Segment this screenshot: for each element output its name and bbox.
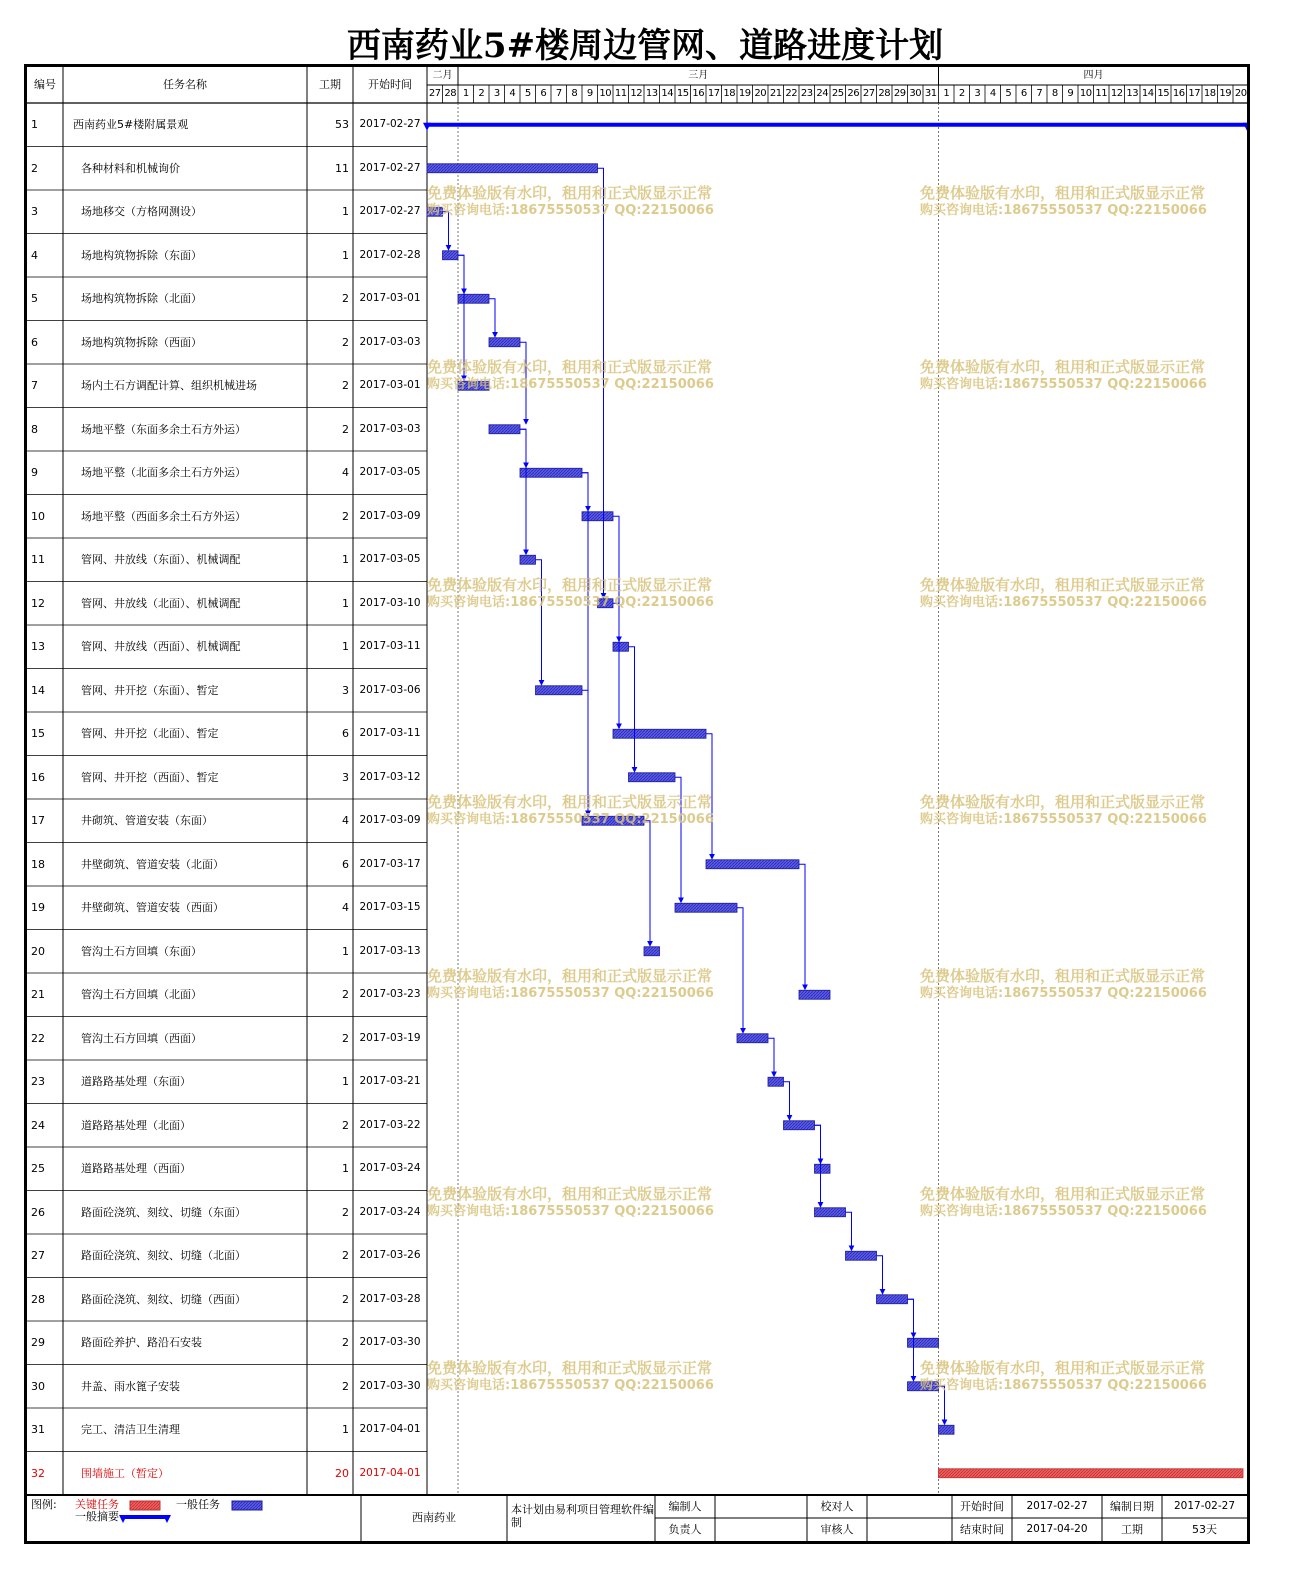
watermark-line: 免费体验版有水印，租用和正式版显示正常 [427,575,713,594]
task-id: 17 [31,814,45,827]
task-start: 2017-03-03 [359,422,421,435]
task-name: 场地移交（方格网测设） [81,205,202,218]
task-start: 2017-03-28 [359,1292,421,1305]
task-duration: 2 [342,379,349,392]
task-duration: 2 [342,1031,349,1045]
day-label: 7 [1036,88,1043,99]
task-start: 2017-03-11 [359,640,421,652]
task-name: 管网、井放线（西面）、机械调配 [81,640,241,653]
watermark [920,576,1207,612]
day-label: 4 [989,88,996,99]
task-id: 5 [31,292,38,305]
day-label: 28 [444,88,457,99]
watermark [920,358,1207,394]
task-name: 道路路基处理（东面） [81,1075,191,1088]
watermark [427,184,714,220]
day-label: 20 [1234,88,1247,99]
task-name: 西南药业5#楼附属景观 [73,118,189,131]
day-label: 21 [769,88,782,99]
legend-title: 图例: [31,1498,57,1511]
task-name: 道路路基处理（西面） [81,1162,191,1175]
day-label: 27 [862,88,875,99]
task-id: 29 [31,1336,45,1349]
task-duration: 2 [342,1379,349,1393]
date-label: 编制日期 [1110,1500,1154,1513]
watermark-line: 购买咨询电话:18675550537 QQ:22150066 [427,377,714,392]
end-value: 2017-04-20 [1026,1523,1088,1535]
company-name: 西南药业 [412,1511,456,1524]
task-duration: 1 [342,1423,349,1436]
task-start: 2017-04-01 [359,1423,421,1435]
software-note: 本计划由易利项目管理软件编制 [511,1503,654,1529]
watermark [427,1185,714,1221]
day-label: 16 [1172,88,1185,99]
col-header-start: 开始时间 [368,78,412,91]
task-id: 3 [31,205,38,218]
task-duration: 3 [342,683,349,697]
task-start: 2017-03-30 [359,1379,421,1392]
day-label: 14 [1141,88,1154,99]
watermark [920,967,1207,1003]
day-label: 11 [1095,88,1108,99]
day-label: 15 [1157,88,1170,99]
task-id: 25 [31,1162,45,1175]
task-duration: 2 [342,292,349,305]
task-id: 28 [31,1292,45,1306]
auditor-label: 审核人 [820,1523,854,1536]
task-duration: 4 [342,466,349,479]
task-start: 2017-03-11 [359,727,421,739]
day-label: 18 [723,88,736,99]
watermark [920,1359,1207,1395]
day-label: 26 [847,88,860,99]
watermark [427,793,714,829]
watermark [920,184,1207,220]
task-name: 路面砼浇筑、刻纹、切缝（东面） [81,1205,246,1219]
watermark [427,1359,714,1395]
task-duration: 53 [335,118,349,131]
watermark-line: 购买咨询电话:18675550537 QQ:22150066 [920,377,1207,392]
day-label: 4 [509,88,516,99]
task-start: 2017-03-09 [359,814,421,826]
day-label: 7 [555,88,562,99]
task-id: 21 [31,988,45,1001]
task-duration: 1 [342,1075,349,1088]
day-label: 19 [738,88,751,99]
col-header-name: 任务名称 [163,78,207,91]
day-label: 11 [614,88,627,99]
start-value: 2017-02-27 [1026,1500,1088,1512]
task-name: 路面砼养护、路沿石安装 [81,1336,202,1349]
compiler-label: 编制人 [668,1500,702,1513]
watermark-line: 免费体验版有水印，租用和正式版显示正常 [920,1184,1206,1203]
task-name: 场地平整（北面多余土石方外运） [81,466,246,479]
start-label: 开始时间 [960,1500,1004,1513]
task-id: 8 [31,422,38,436]
task-id: 15 [31,727,45,740]
task-name: 井壁砌筑、管道安装（西面） [81,901,224,914]
task-start: 2017-03-21 [359,1075,421,1087]
task-duration: 2 [342,1336,349,1349]
day-label: 3 [974,88,981,99]
day-label: 2 [478,88,485,99]
task-name: 场地平整（西面多余土石方外运） [81,509,246,523]
task-name: 完工、清洁卫生清理 [81,1423,180,1436]
watermark-line: 免费体验版有水印，租用和正式版显示正常 [427,1184,713,1203]
watermark-line: 免费体验版有水印，租用和正式版显示正常 [920,1358,1206,1377]
task-id: 19 [31,901,45,914]
task-name: 井盖、雨水篦子安装 [81,1379,180,1393]
task-duration: 2 [342,1118,349,1132]
task-start: 2017-02-27 [359,161,421,174]
day-label: 6 [540,88,547,99]
task-name: 围墙施工（暂定） [81,1466,169,1480]
reviewer-label: 校对人 [820,1500,854,1513]
watermark [920,793,1207,829]
watermark-line: 购买咨询电话:18675550537 QQ:22150066 [920,812,1207,827]
task-start: 2017-03-13 [359,944,421,957]
task-id: 20 [31,944,45,958]
day-label: 28 [878,88,891,99]
task-name: 管沟土石方回填（西面） [81,1031,202,1045]
day-label: 10 [599,88,612,99]
day-label: 8 [571,88,578,99]
task-name: 场地构筑物拆除（西面） [81,335,202,349]
task-duration: 6 [342,727,349,740]
watermark-line: 免费体验版有水印，租用和正式版显示正常 [427,1358,713,1377]
task-id: 1 [31,118,38,131]
task-name: 管网、井开挖（东面）、暂定 [81,683,219,697]
watermark-line: 免费体验版有水印，租用和正式版显示正常 [920,358,1206,376]
task-duration: 2 [342,1292,349,1306]
day-label: 5 [1005,88,1012,99]
day-label: 6 [1020,88,1027,99]
duration-label: 工期 [1121,1523,1143,1536]
task-name: 各种材料和机械询价 [81,161,180,175]
task-start: 2017-03-19 [359,1031,421,1044]
day-label: 27 [428,88,441,99]
task-duration: 1 [342,248,349,262]
day-label: 9 [586,88,593,99]
task-start: 2017-03-23 [359,988,421,1000]
task-id: 10 [31,509,45,523]
watermark-line: 购买咨询电话:18675550537 QQ:22150066 [427,203,714,218]
task-id: 27 [31,1249,45,1262]
task-start: 2017-03-30 [359,1336,421,1348]
month-label: 二月 [432,70,453,81]
task-name: 场内土石方调配计算、组织机械进场 [81,379,257,392]
task-id: 4 [31,248,38,262]
task-duration: 2 [342,509,349,523]
watermark-line: 购买咨询电话:18675550537 QQ:22150066 [920,203,1207,218]
watermark-line: 免费体验版有水印，租用和正式版显示正常 [427,967,713,985]
day-label: 2 [958,88,965,99]
day-label: 20 [754,88,767,99]
day-label: 9 [1067,88,1074,99]
task-start: 2017-03-26 [359,1249,421,1261]
watermark-line: 购买咨询电话:18675550537 QQ:22150066 [920,1203,1207,1219]
task-name: 路面砼浇筑、刻纹、切缝（西面） [81,1292,246,1306]
task-duration: 2 [342,422,349,436]
watermark [427,576,714,612]
watermark-line: 免费体验版有水印，租用和正式版显示正常 [920,184,1206,202]
task-duration: 20 [335,1466,349,1480]
task-start: 2017-03-24 [359,1205,421,1218]
task-start: 2017-03-01 [359,292,421,304]
task-duration: 6 [342,857,349,871]
task-id: 7 [31,379,38,392]
watermark-line: 购买咨询电话:18675550537 QQ:22150066 [427,594,714,610]
day-label: 15 [676,88,689,99]
task-name: 场地平整（东面多余土石方外运） [81,422,246,436]
watermark-line: 免费体验版有水印，租用和正式版显示正常 [920,967,1206,985]
task-table [27,67,1247,1541]
task-id: 14 [31,683,45,697]
task-start: 2017-03-05 [359,553,421,565]
task-start: 2017-03-17 [359,857,421,870]
watermark-line: 免费体验版有水印，租用和正式版显示正常 [427,793,713,811]
watermark [427,358,714,394]
task-name: 管网、井放线（东面）、机械调配 [81,553,241,566]
watermark-line: 购买咨询电话:18675550537 QQ:22150066 [427,1203,714,1219]
task-duration: 1 [342,640,349,653]
day-label: 30 [909,88,922,99]
task-duration: 1 [342,596,349,610]
task-start: 2017-03-10 [359,596,421,609]
watermark-line: 购买咨询电话:18675550537 QQ:22150066 [427,1377,714,1393]
task-start: 2017-03-09 [359,509,421,522]
task-id: 24 [31,1118,45,1132]
task-duration: 2 [342,1205,349,1219]
task-id: 9 [31,466,38,479]
task-id: 11 [31,553,45,566]
watermark-line: 免费体验版有水印，租用和正式版显示正常 [920,575,1206,594]
task-id: 30 [31,1379,45,1393]
task-start: 2017-02-27 [359,205,421,217]
task-duration: 1 [342,553,349,566]
day-label: 13 [645,88,658,99]
day-label: 12 [1110,88,1123,99]
task-duration: 2 [342,1249,349,1262]
watermark [427,967,714,1003]
end-label: 结束时间 [960,1523,1004,1536]
day-label: 25 [831,88,844,99]
day-label: 18 [1203,88,1216,99]
task-start: 2017-04-01 [359,1466,421,1479]
task-start: 2017-03-06 [359,683,421,696]
duration-value: 53天 [1192,1523,1217,1536]
date-value: 2017-02-27 [1173,1500,1236,1512]
task-duration: 1 [342,1162,349,1175]
col-header-duration: 工期 [319,78,341,91]
month-label: 四月 [1083,70,1104,81]
task-name: 道路路基处理（北面） [81,1118,191,1132]
watermark-line: 购买咨询电话:18675550537 QQ:22150066 [427,986,714,1001]
task-duration: 1 [342,205,349,218]
day-label: 24 [816,88,829,99]
task-id: 31 [31,1423,45,1436]
task-start: 2017-03-01 [359,379,421,391]
task-duration: 11 [335,161,349,175]
watermark-line: 免费体验版有水印，租用和正式版显示正常 [427,358,713,376]
watermark-line: 免费体验版有水印，租用和正式版显示正常 [427,184,713,202]
day-label: 22 [785,88,798,99]
day-label: 19 [1219,88,1232,99]
watermark-line: 免费体验版有水印，租用和正式版显示正常 [920,793,1206,811]
task-id: 32 [31,1466,45,1480]
task-start: 2017-03-15 [359,901,421,913]
day-label: 13 [1126,88,1139,99]
task-name: 井壁砌筑、管道安装（北面） [81,857,224,871]
day-label: 12 [630,88,643,99]
watermark-line: 购买咨询电话:18675550537 QQ:22150066 [427,812,714,827]
task-duration: 2 [342,988,349,1001]
task-id: 16 [31,770,45,784]
task-id: 23 [31,1075,45,1088]
task-start: 2017-03-05 [359,466,421,478]
task-id: 6 [31,335,38,349]
task-start: 2017-03-03 [359,335,421,348]
gantt-chart [24,64,1250,1544]
day-label: 1 [462,88,469,99]
task-id: 26 [31,1205,45,1219]
task-start: 2017-03-22 [359,1118,421,1131]
task-name: 路面砼浇筑、刻纹、切缝（北面） [81,1249,246,1262]
col-header-id: 编号 [34,78,56,91]
task-duration: 2 [342,335,349,349]
day-label: 29 [893,88,906,99]
task-name: 场地构筑物拆除（北面） [81,292,202,305]
watermark-line: 购买咨询电话:18675550537 QQ:22150066 [920,986,1207,1001]
task-duration: 1 [342,944,349,958]
task-id: 2 [31,161,38,175]
page-title: 西南药业5#楼周边管网、道路进度计划 [346,26,944,66]
task-name: 管沟土石方回填（东面） [81,944,202,958]
task-name: 管沟土石方回填（北面） [81,988,202,1001]
legend-summary-label: 一般摘要 [75,1510,119,1523]
task-duration: 4 [342,814,349,827]
task-name: 管网、井开挖（西面）、暂定 [81,770,219,784]
watermark [920,1185,1207,1221]
task-name: 场地构筑物拆除（东面） [81,248,202,262]
task-id: 18 [31,857,45,871]
legend-normal-label: 一般任务 [176,1498,220,1511]
day-label: 17 [1188,88,1201,99]
day-label: 10 [1079,88,1092,99]
day-label: 3 [493,88,500,99]
task-start: 2017-02-27 [359,118,421,130]
task-id: 13 [31,640,45,653]
day-label: 5 [524,88,531,99]
task-name: 管网、井放线（北面）、机械调配 [81,596,241,610]
task-start: 2017-03-24 [359,1162,421,1174]
day-label: 1 [943,88,950,99]
task-start: 2017-02-28 [359,248,421,261]
day-label: 16 [692,88,705,99]
owner-label: 负责人 [668,1523,702,1536]
month-label: 三月 [688,70,709,81]
task-name: 管网、井开挖（北面）、暂定 [81,727,219,740]
task-duration: 4 [342,901,349,914]
watermark-line: 购买咨询电话:18675550537 QQ:22150066 [920,1377,1207,1393]
day-label: 23 [800,88,813,99]
task-start: 2017-03-12 [359,770,421,783]
watermark-line: 购买咨询电话:18675550537 QQ:22150066 [920,594,1207,610]
day-label: 17 [707,88,720,99]
task-name: 井砌筑、管道安装（东面） [81,814,213,827]
day-label: 31 [924,88,937,99]
day-label: 14 [661,88,674,99]
task-id: 22 [31,1031,45,1045]
task-duration: 3 [342,770,349,784]
task-id: 12 [31,596,45,610]
legend-critical-label: 关键任务 [75,1498,119,1511]
day-label: 8 [1051,88,1058,99]
